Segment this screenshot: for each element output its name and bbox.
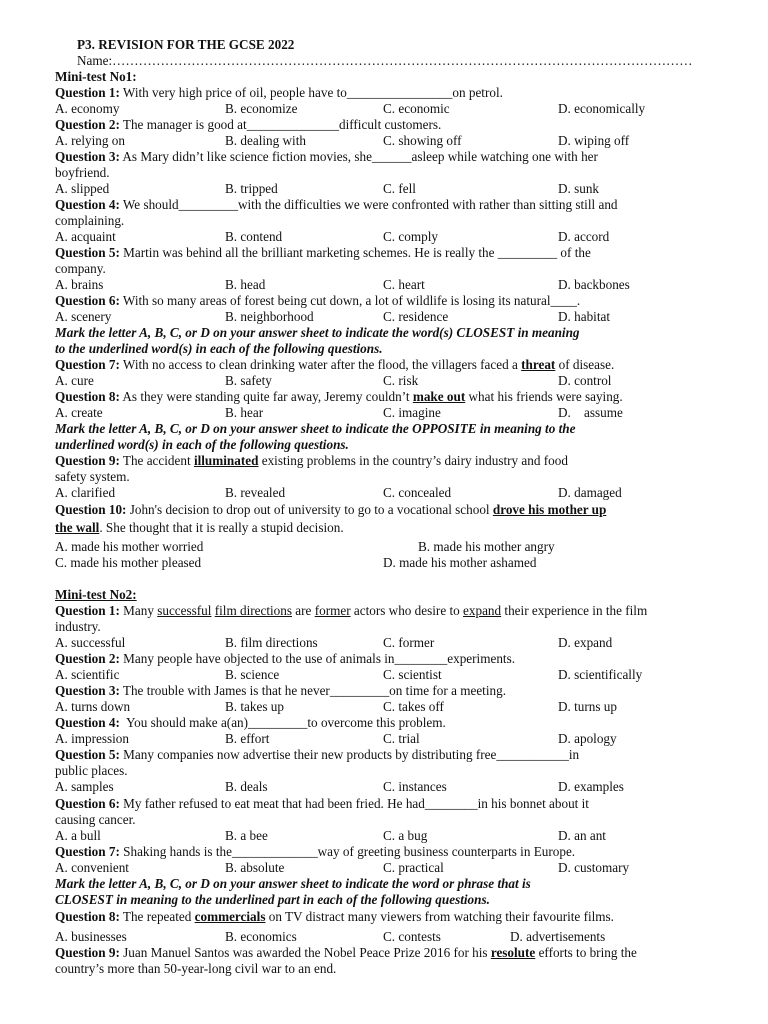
option-a: A. businesses	[55, 929, 127, 944]
option-c: C. risk	[383, 373, 419, 388]
option-c: C. a bug	[383, 828, 428, 843]
option-d: D. backbones	[558, 277, 630, 292]
option-d: D. expand	[558, 635, 613, 650]
underlined-word: threat	[521, 357, 556, 372]
option-d: D. an ant	[558, 828, 606, 843]
option-b: B. science	[225, 667, 280, 682]
option-a: A. scenery	[55, 309, 112, 324]
question: Question 7: Shaking hands is the_____________way of greeting business counterparts in Europe.	[55, 844, 576, 859]
underlined-phrase: the wall	[55, 520, 100, 535]
question: Question 9: The accident illuminated existing problems in the country’s dairy industry and food	[55, 453, 568, 468]
option-d: D. wiping off	[558, 133, 630, 148]
question: Question 9: Juan Manuel Santos was awarded the Nobel Peace Prize 2016 for his resolute efforts to bring the	[55, 945, 637, 960]
option-b: B. effort	[225, 731, 270, 746]
option-b: B. revealed	[225, 485, 286, 500]
underlined-phrase: drove his mother up	[492, 502, 607, 517]
option-c: C. showing off	[383, 133, 462, 148]
question: Question 1: With very high price of oil, people have to________________on petrol.	[55, 85, 503, 100]
question: Question 5: Many companies now advertise their new products by distributing free___________in	[55, 747, 580, 762]
option-b: B. hear	[225, 405, 264, 420]
instruction: Mark the letter A, B, C, or D on your answer sheet to indicate the word(s) CLOSEST in meaning	[55, 325, 580, 340]
option-b: B. head	[225, 277, 266, 292]
instruction: Mark the letter A, B, C, or D on your answer sheet to indicate the word or phrase that is	[55, 876, 531, 891]
option-b: B. film directions	[225, 635, 318, 650]
option-c: C. practical	[383, 860, 444, 875]
option-a: A. acquaint	[55, 229, 116, 244]
question: Question 2: Many people have objected to the use of animals in________experiments.	[55, 651, 516, 666]
question: Question 6: With so many areas of forest being cut down, a lot of wildlife is losing its natural____.	[55, 293, 581, 308]
underlined-word: make out	[412, 389, 466, 404]
option-c: C. instances	[383, 779, 447, 794]
underlined-word: commercials	[194, 909, 266, 924]
option-b: B. deals	[225, 779, 268, 794]
question-continuation: causing cancer.	[55, 812, 136, 827]
option-a: A. slipped	[55, 181, 110, 196]
question: Question 8: The repeated commercials on TV distract many viewers from watching their favourite films.	[55, 909, 614, 924]
question-continuation: safety system.	[55, 469, 130, 484]
question: Question 1: Many successful film directions are former actors who desire to expand their experience in the film	[55, 603, 648, 618]
option-a: A. convenient	[55, 860, 129, 875]
option-d: D. made his mother ashamed	[383, 555, 537, 570]
option-a: A. made his mother worried	[55, 539, 204, 554]
question: Question 10: John's decision to drop out of university to go to a vocational school drove his mother up	[55, 502, 607, 517]
option-a: A. impression	[55, 731, 129, 746]
question: Question 5: Martin was behind all the brilliant marketing schemes. He is really the _________ of the	[55, 245, 591, 260]
question-continuation: country’s more than 50-year-long civil war to an end.	[55, 961, 337, 976]
option-b: B. economics	[225, 929, 297, 944]
option-a: A. relying on	[55, 133, 125, 148]
option-c: C. heart	[383, 277, 425, 292]
option-d: D. damaged	[558, 485, 622, 500]
option-b: B. made his mother angry	[418, 539, 555, 554]
underlined-word: former	[314, 603, 351, 618]
option-c: C. contests	[383, 929, 441, 944]
question-continuation: public places.	[55, 763, 128, 778]
instruction: CLOSEST in meaning to the underlined part in each of the following questions.	[55, 892, 490, 907]
option-b: B. takes up	[225, 699, 284, 714]
option-a: A. a bull	[55, 828, 101, 843]
question: Question 8: As they were standing quite far away, Jeremy couldn’t make out what his friends were saying.	[55, 389, 623, 404]
question: Question 3: The trouble with James is that he never_________on time for a meeting.	[55, 683, 506, 698]
page-title: P3. REVISION FOR THE GCSE 2022	[77, 37, 295, 52]
option-a: A. turns down	[55, 699, 131, 714]
option-d: D. control	[558, 373, 612, 388]
option-c: C. fell	[383, 181, 416, 196]
option-c: C. takes off	[383, 699, 444, 714]
option-b: B. contend	[225, 229, 283, 244]
underlined-word: successful	[157, 603, 212, 618]
option-c: C. imagine	[383, 405, 441, 420]
instruction: to the underlined word(s) in each of the following questions.	[55, 341, 383, 356]
option-c: C. residence	[383, 309, 449, 324]
question: Question 4: You should make a(an)_________to overcome this problem.	[55, 715, 446, 730]
option-d: D. advertisements	[510, 929, 606, 944]
option-b: B. neighborhood	[225, 309, 314, 324]
underlined-word: expand	[463, 603, 502, 618]
option-b: B. tripped	[225, 181, 278, 196]
option-b: B. absolute	[225, 860, 285, 875]
option-b: B. dealing with	[225, 133, 306, 148]
question-continuation: industry.	[55, 619, 101, 634]
option-d: D. apology	[558, 731, 617, 746]
question: Question 4: We should_________with the difficulties we were confronted with rather than sitting still and	[55, 197, 618, 212]
option-d: D. economically	[558, 101, 646, 116]
option-a: A. samples	[55, 779, 114, 794]
option-a: A. cure	[55, 373, 94, 388]
instruction: underlined word(s) in each of the following questions.	[55, 437, 349, 452]
option-c: C. concealed	[383, 485, 452, 500]
question-continuation: company.	[55, 261, 106, 276]
option-d: D. habitat	[558, 309, 611, 324]
option-d: D. turns up	[558, 699, 617, 714]
option-a: A. brains	[55, 277, 104, 292]
option-b: B. safety	[225, 373, 272, 388]
option-c: C. economic	[383, 101, 450, 116]
option-d: D. sunk	[558, 181, 600, 196]
option-c: C. comply	[383, 229, 438, 244]
option-a: A. scientific	[55, 667, 120, 682]
question-continuation: boyfriend.	[55, 165, 110, 180]
question: Question 7: With no access to clean drinking water after the flood, the villagers faced a threat of disease.	[55, 357, 615, 372]
option-c: C. former	[383, 635, 435, 650]
option-d: D. examples	[558, 779, 624, 794]
question: Question 6: My father refused to eat meat that had been fried. He had________in his bonnet about it	[55, 796, 589, 811]
option-b: B. a bee	[225, 828, 268, 843]
option-a: A. create	[55, 405, 103, 420]
underlined-word: illuminated	[193, 453, 259, 468]
option-a: A. successful	[55, 635, 126, 650]
question-continuation: the wall. She thought that it is really a stupid decision.	[55, 520, 344, 535]
option-d: D. accord	[558, 229, 610, 244]
question: Question 2: The manager is good at______________difficult customers.	[55, 117, 442, 132]
option-c: C. scientist	[383, 667, 442, 682]
option-b: B. economize	[225, 101, 298, 116]
section-title: Mini-test No1:	[55, 69, 137, 84]
option-c: C. made his mother pleased	[55, 555, 202, 570]
question-continuation: complaining.	[55, 213, 125, 228]
question: Question 3: As Mary didn’t like science fiction movies, she______asleep while watching one with her	[55, 149, 598, 164]
option-a: A. clarified	[55, 485, 116, 500]
option-d: D. assume	[558, 405, 623, 420]
name-field-line: Name:……………………………………………………………………………………………………………………	[77, 53, 693, 68]
option-d: D. customary	[558, 860, 630, 875]
section-title: Mini-test No2:	[55, 587, 137, 602]
option-d: D. scientifically	[558, 667, 643, 682]
option-a: A. economy	[55, 101, 120, 116]
underlined-word: film directions	[214, 603, 292, 618]
underlined-word: resolute	[490, 945, 536, 960]
instruction: Mark the letter A, B, C, or D on your answer sheet to indicate the OPPOSITE in meaning to the	[55, 421, 576, 436]
option-c: C. trial	[383, 731, 420, 746]
